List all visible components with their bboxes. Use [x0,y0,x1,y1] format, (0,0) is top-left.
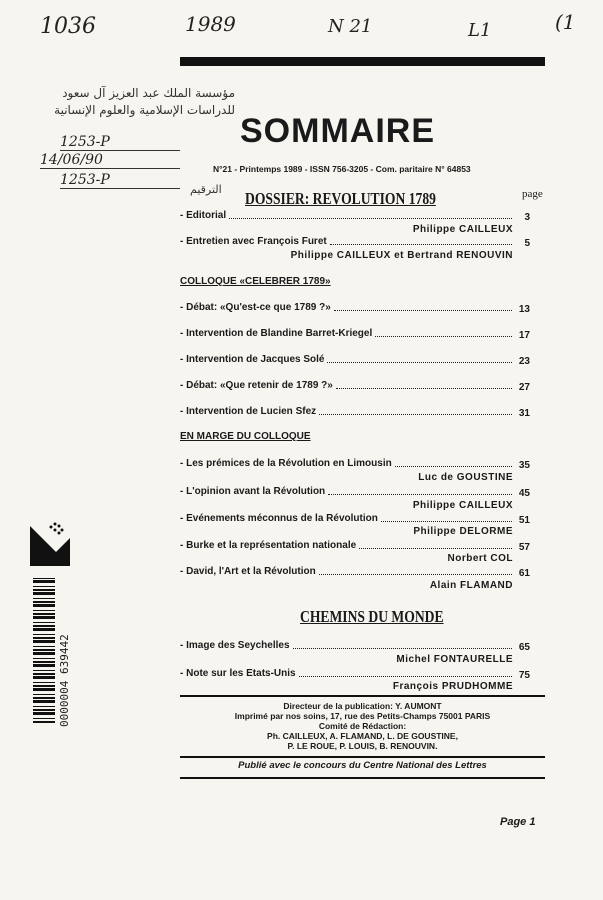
toc-page-number: 3 [524,212,530,223]
toc-page-number: 31 [518,408,530,419]
toc-entry-label: - Intervention de Lucien Sfez [180,406,317,417]
toc-page-number: 65 [518,642,530,653]
handwritten-date: 14/06/90 [40,152,180,169]
toc-author: Philippe CAILLEUX et Bertrand RENOUVIN [290,250,513,261]
toc-page-number: 13 [518,304,530,315]
toc-entry-limousin [180,458,515,469]
stamp-line-3: الترقيم [190,183,222,196]
toc-entry-label: - Débat: «Qu'est-ce que 1789 ?» [180,302,331,313]
toc-entry-sfez [180,406,515,417]
toc-entry-furet [180,236,515,247]
credit-printer: Imprimé par nos soins, 17, rue des Petits-Champs 75001 PARIS [234,711,491,721]
section-marge: EN MARGE DU COLLOQUE [180,431,311,442]
publisher-logo [30,518,70,566]
handwritten-ref-1: 1253-P [60,134,180,151]
top-rule [180,57,545,66]
credits-rule-bottom [180,777,545,779]
toc-page-number: 75 [518,670,530,681]
toc-page-number: 17 [518,330,530,341]
toc-page-number: 27 [518,382,530,393]
toc-author: François PRUDHOMME [392,681,513,692]
dot-leader [330,243,512,245]
toc-entry-label: - Image des Seychelles [180,640,290,651]
toc-entry-label: - Evénements méconnus de la Révolution [180,513,378,524]
stamp-line-2: للدراسات الإسلامية والعلوم الإنسانية [54,103,235,117]
toc-entry-label: - Note sur les Etats-Unis [180,668,296,679]
dot-leader [293,647,512,649]
toc-entry-burke [180,540,515,551]
toc-entry-editorial [180,210,515,221]
toc-author: Alain FLAMAND [429,580,513,591]
page-footer: Page 1 [500,816,536,828]
page-column-label: page [522,188,543,200]
dot-leader [299,675,512,677]
dot-leader [328,493,512,495]
page-title: SOMMAIRE [240,112,435,150]
dot-leader [327,361,512,363]
credit-committee-2: P. LE ROUE, P. LOUIS, B. RENOUVIN. [287,741,438,751]
toc-entry-etats-unis [180,668,515,679]
handwritten-note-1: (1 [555,10,576,34]
toc-entry-label: - Intervention de Jacques Solé [180,354,325,365]
dot-leader [319,413,512,415]
toc-page-number: 5 [524,238,530,249]
toc-page-number: 51 [518,515,530,526]
toc-page-number: 57 [518,542,530,553]
barcode-number: 0000004 639442 [58,634,71,727]
handwritten-note-n21: N 21 [328,16,373,37]
toc-entry-label: - Débat: «Que retenir de 1789 ?» [180,380,333,391]
handwritten-note-1989: 1989 [185,12,236,36]
handwritten-note-l1: L1 [468,20,492,41]
credits-rule-top [180,695,545,697]
section-chemins: CHEMINS DU MONDE [300,607,444,626]
toc-entry-label: - Editorial [180,210,227,221]
dot-leader [229,217,512,219]
toc-page-number: 35 [518,460,530,471]
cnl-notice: Publié avec le concours du Centre National des Lettres [238,760,487,771]
dot-leader [319,573,512,575]
dossier-heading: DOSSIER: REVOLUTION 1789 [245,189,436,208]
toc-entry-kriegel [180,328,515,339]
issue-meta: N°21 - Printemps 1989 - ISSN 756-3205 - Com. paritaire N° 64853 [213,164,471,174]
toc-page-number: 23 [518,356,530,367]
toc-entry-debat-1 [180,302,515,313]
dot-leader [395,465,512,467]
toc-entry-debat-2 [180,380,515,391]
toc-entry-label: - Entretien avec François Furet [180,236,327,247]
toc-entry-label: - Les prémices de la Révolution en Limousin [180,458,392,469]
toc-author: Luc de GOUSTINE [418,472,513,483]
toc-entry-opinion [180,486,515,497]
toc-author: Michel FONTAURELLE [396,654,513,665]
toc-entry-seychelles [180,640,515,651]
toc-author: Philippe CAILLEUX [412,500,513,511]
toc-page-number: 45 [518,488,530,499]
toc-entry-label: - L'opinion avant la Révolution [180,486,326,497]
logo-icon [30,518,70,566]
credit-committee-1: Ph. CAILLEUX, A. FLAMAND, L. DE GOUSTINE, [267,731,458,741]
dot-leader [334,309,512,311]
section-colloque: COLLOQUE «CELEBRER 1789» [180,276,331,287]
dot-leader [336,387,512,389]
toc-author: Norbert COL [447,553,513,564]
toc-entry-label: - David, l'Art et la Révolution [180,566,316,577]
stamp-line-1: مؤسسة الملك عبد العزيز آل سعود [62,86,235,100]
toc-entry-label: - Burke et la représentation nationale [180,540,357,551]
handwritten-ref-2: 1253-P [60,172,180,189]
credit-committee-label: Comité de Rédaction: [318,721,407,731]
dot-leader [359,547,512,549]
dot-leader [375,335,512,337]
toc-entry-label: - Intervention de Blandine Barret-Kriegel [180,328,373,339]
credits-rule-mid [180,756,545,758]
credits-block [180,701,545,751]
toc-entry-evenements [180,513,515,524]
credit-director: Directeur de la publication: Y. AUMONT [283,701,442,711]
toc-entry-sole [180,354,515,365]
toc-page-number: 61 [518,568,530,579]
toc-entry-david [180,566,515,577]
handwritten-note-1036: 1036 [40,14,96,39]
toc-author: Philippe CAILLEUX [412,224,513,235]
barcode [33,578,55,723]
toc-author: Philippe DELORME [413,526,513,537]
dot-leader [381,520,512,522]
library-stamp [25,85,235,119]
